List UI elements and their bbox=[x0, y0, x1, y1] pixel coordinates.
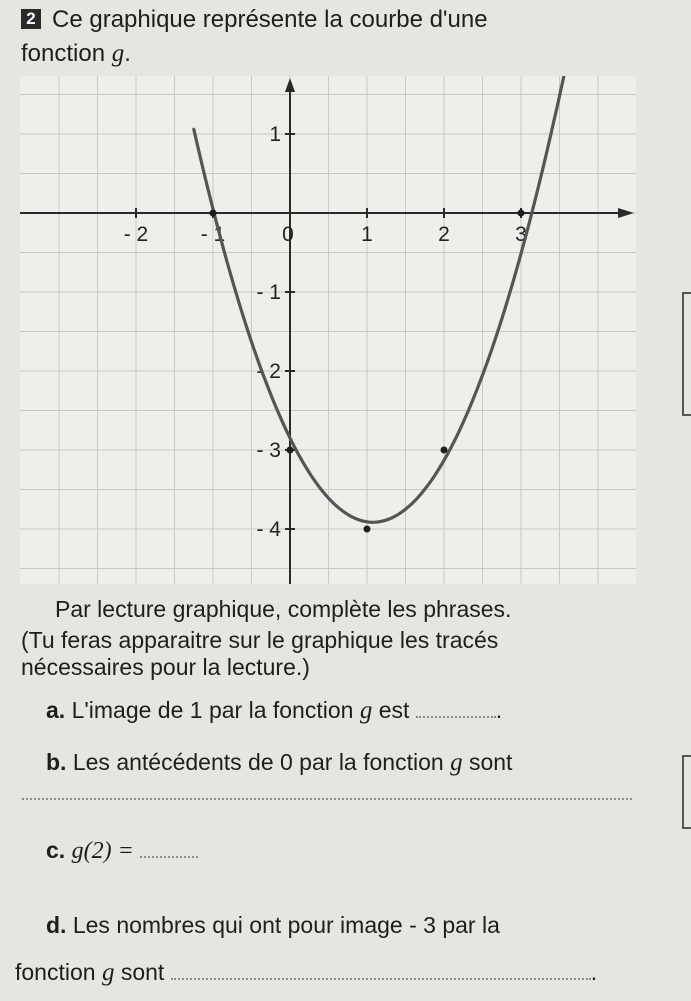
question-d-fn: g bbox=[101, 959, 115, 986]
x-tick-label: 3 bbox=[515, 223, 527, 246]
question-a bbox=[46, 697, 502, 725]
y-tick-label: - 4 bbox=[256, 518, 281, 541]
question-d-line2 bbox=[15, 959, 597, 987]
intro-fn-name: g bbox=[111, 40, 125, 67]
question-b-text: Les antécédents de 0 par la fonction bbox=[72, 749, 444, 775]
question-c bbox=[46, 837, 198, 865]
x-tick-label: 2 bbox=[438, 223, 450, 246]
marked-point bbox=[287, 447, 294, 454]
answer-blank-b[interactable] bbox=[22, 780, 632, 800]
y-tick-label: - 2 bbox=[256, 360, 281, 383]
question-a-end: . bbox=[495, 697, 503, 723]
question-a-fn: g bbox=[359, 697, 373, 724]
marked-point bbox=[364, 526, 371, 533]
y-tick-label: 1 bbox=[269, 123, 281, 146]
question-c-label: c. bbox=[46, 837, 66, 863]
question-b-text-after: sont bbox=[468, 749, 513, 775]
question-d bbox=[46, 912, 500, 939]
instruction-line-1: Par lecture graphique, complète les phrases. bbox=[55, 596, 512, 622]
instruction-line-3: nécessaires pour la lecture.) bbox=[21, 654, 310, 680]
question-b-label: b. bbox=[46, 749, 67, 775]
x-tick-label: - 2 bbox=[123, 223, 149, 246]
exercise-number-badge: 2 bbox=[21, 9, 41, 29]
question-d-end: . bbox=[590, 959, 598, 985]
intro-suffix: . bbox=[124, 40, 131, 67]
marked-point bbox=[441, 447, 448, 454]
intro-prefix: fonction bbox=[21, 40, 106, 67]
marked-point bbox=[210, 210, 217, 217]
y-tick-label: - 3 bbox=[256, 439, 281, 462]
answer-blank-d[interactable] bbox=[171, 960, 591, 980]
instruction-line-2: (Tu feras apparaitre sur le graphique les tracés bbox=[21, 627, 499, 653]
question-d-line1: Les nombres qui ont pour image - 3 par la bbox=[72, 912, 500, 938]
marked-point bbox=[518, 210, 525, 217]
answer-blank-c[interactable] bbox=[140, 838, 198, 858]
question-d-line2-text: fonction bbox=[15, 959, 96, 985]
x-tick-label: - 1 bbox=[200, 223, 226, 246]
question-a-text: L'image de 1 par la fonction bbox=[71, 697, 354, 723]
question-b-fn: g bbox=[450, 749, 463, 776]
facing-page-bracket bbox=[682, 755, 691, 829]
question-d-line2-after: sont bbox=[120, 959, 165, 985]
facing-page-bracket bbox=[682, 292, 691, 416]
y-tick-label: - 1 bbox=[256, 281, 281, 304]
question-b bbox=[46, 749, 512, 777]
question-c-expr: g(2) = bbox=[71, 838, 134, 864]
question-d-label: d. bbox=[46, 912, 67, 938]
intro-line-2 bbox=[21, 40, 131, 68]
function-graph bbox=[20, 76, 636, 584]
intro-line-1: Ce graphique représente la courbe d'une bbox=[52, 6, 488, 33]
x-tick-label: 1 bbox=[361, 223, 373, 246]
answer-blank-a[interactable] bbox=[416, 698, 496, 718]
x-tick-label: 0 bbox=[282, 223, 294, 246]
question-a-label: a. bbox=[46, 697, 66, 723]
question-a-text-after: est bbox=[378, 697, 410, 723]
